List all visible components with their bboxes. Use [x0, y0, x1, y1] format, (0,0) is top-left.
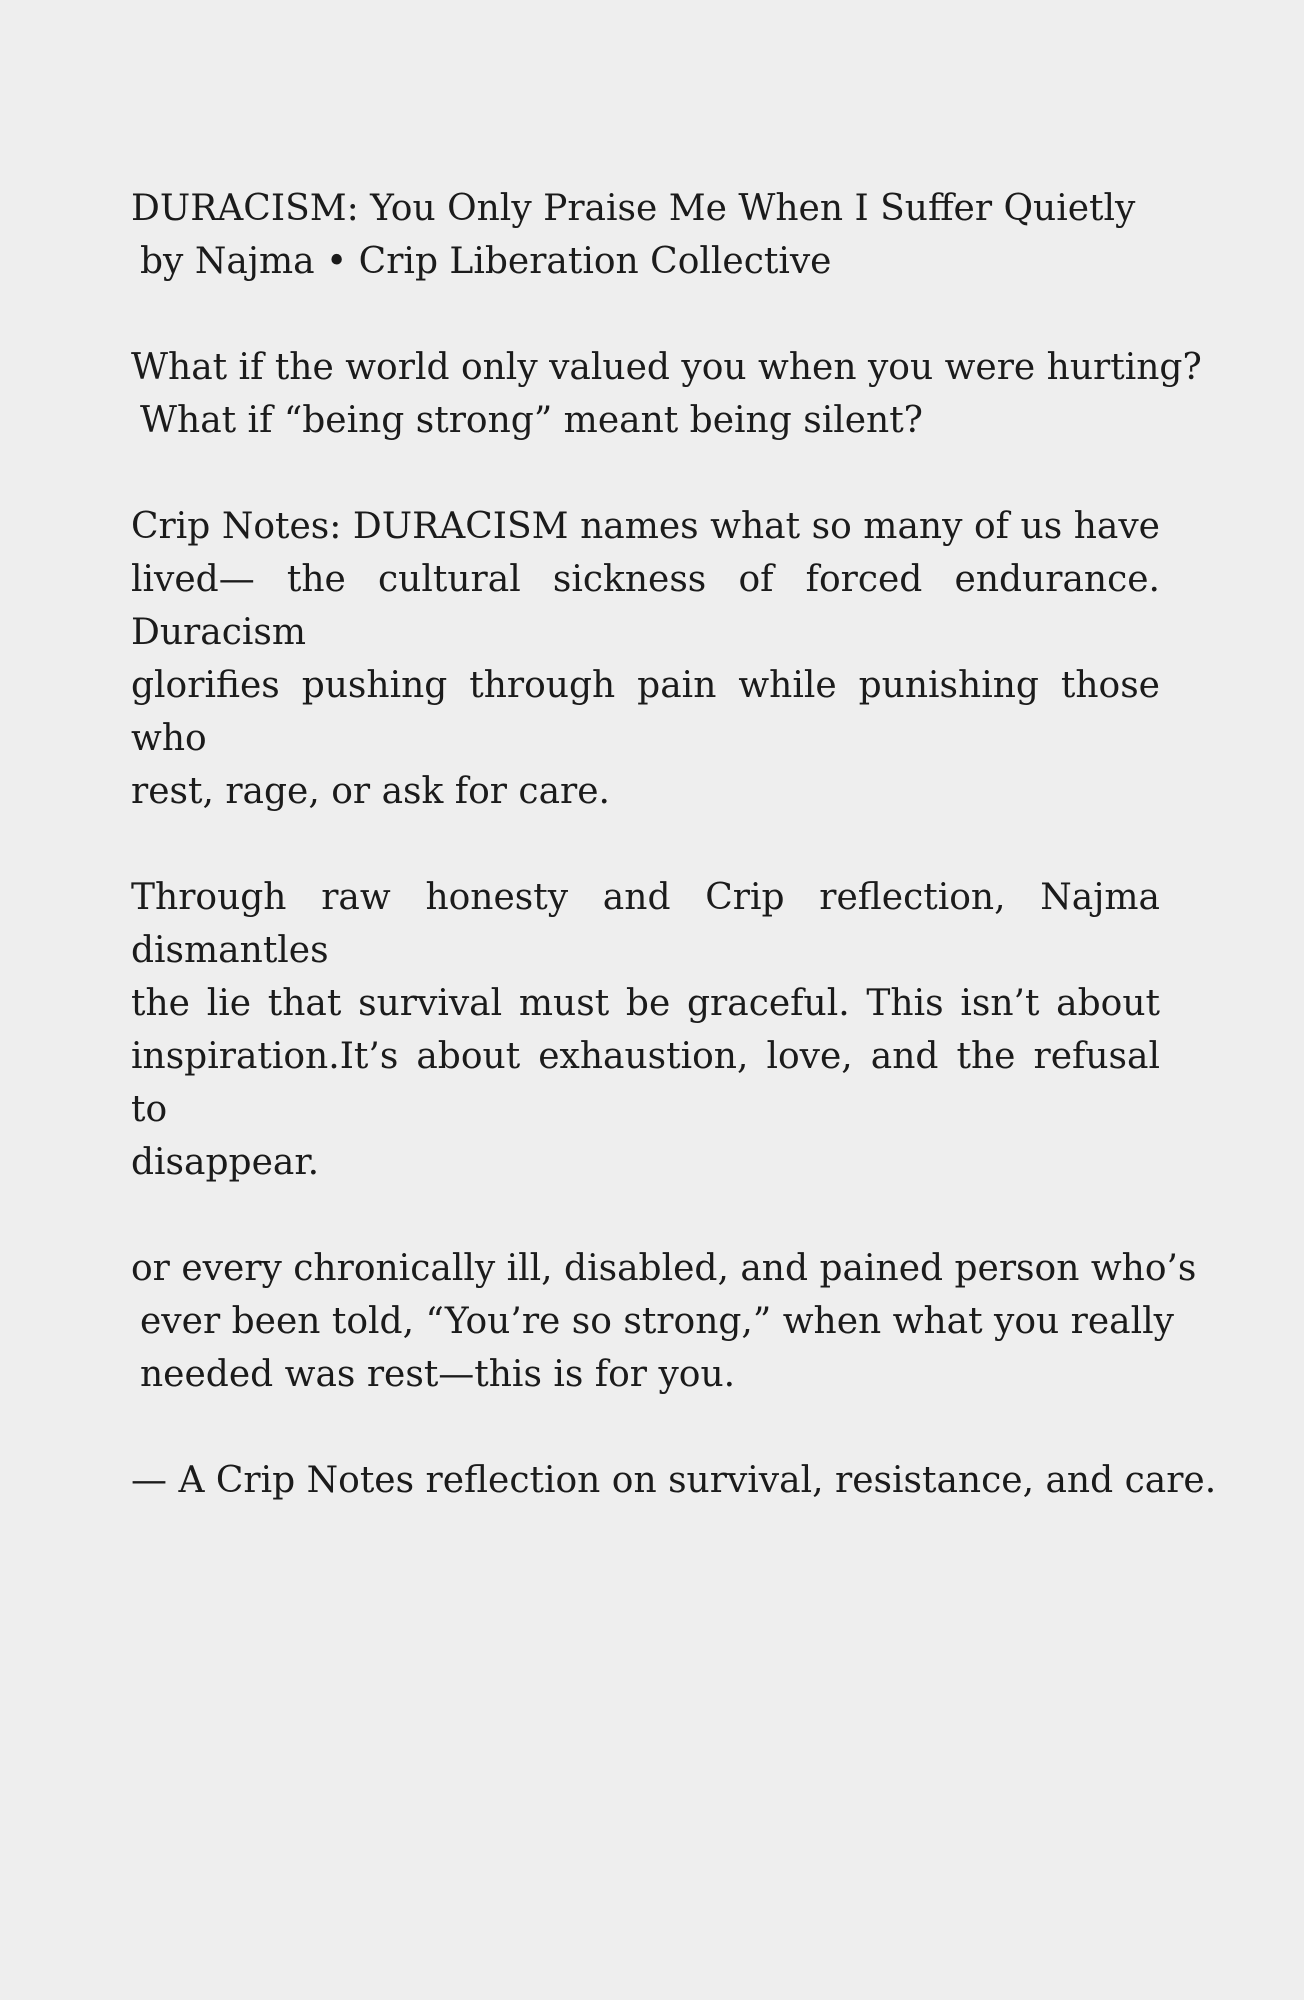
paragraph-line: the lie that survival must be graceful. This isn’t about	[131, 983, 1160, 1024]
paragraph-gap	[131, 288, 1160, 341]
paragraph-gap	[131, 818, 1160, 871]
paragraph-line: Crip Notes: DURACISM names what so many of us have	[131, 506, 1160, 547]
dedication-paragraph	[131, 1242, 1197, 1401]
questions-block	[131, 341, 1202, 447]
closing-block	[131, 1454, 1217, 1507]
paragraph-line: lived— the cultural sickness of forced endurance. Duracism	[131, 559, 1160, 653]
question-line: What if the world only valued you when you were hurting?	[131, 347, 1202, 388]
book-title: DURACISM: You Only Praise Me When I Suffer Quietly	[131, 188, 1136, 229]
reflection-paragraph	[131, 871, 1160, 1189]
paragraph-gap	[131, 1401, 1160, 1454]
question-line: What if “being strong” meant being silent?	[140, 400, 923, 441]
paragraph-line: glorifies pushing through pain while punishing those who	[131, 665, 1160, 759]
blurb-text	[131, 182, 1217, 1507]
closing-line: — A Crip Notes reflection on survival, resistance, and care.	[131, 1460, 1217, 1501]
dedication-line: ever been told, “You’re so strong,” when what you really	[140, 1301, 1174, 1342]
paragraph-line: inspiration.It’s about exhaustion, love, and the refusal to	[131, 1036, 1160, 1130]
paragraph-line: Through raw honesty and Crip reflection, Najma dismantles	[131, 877, 1160, 971]
dedication-line: needed was rest—this is for you.	[140, 1354, 736, 1395]
heading-block	[131, 182, 1160, 288]
paragraph-line: rest, rage, or ask for care.	[131, 771, 611, 812]
crip-notes-paragraph	[131, 500, 1160, 818]
paragraph-line: disappear.	[131, 1142, 320, 1183]
paragraph-gap	[131, 1189, 1160, 1242]
dedication-line: or every chronically ill, disabled, and pained person who’s	[131, 1248, 1197, 1289]
paragraph-gap	[131, 447, 1160, 500]
byline: by Najma • Crip Liberation Collective	[140, 241, 832, 282]
